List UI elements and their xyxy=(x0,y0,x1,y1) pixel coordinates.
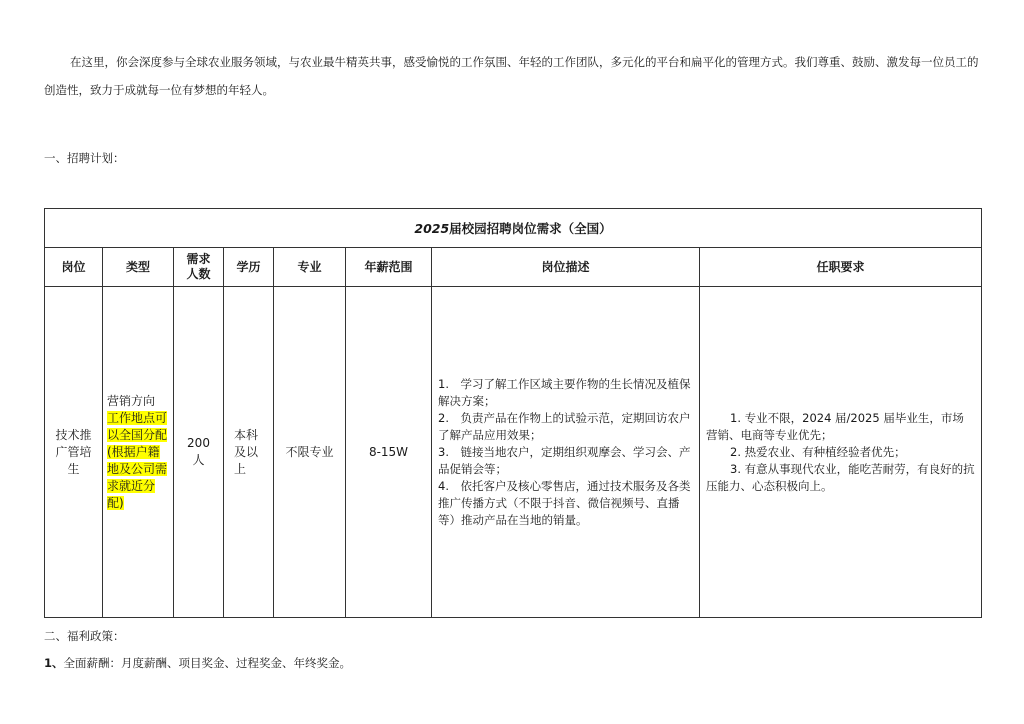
header-salary: 年薪范围 xyxy=(346,248,432,287)
requirement-item: 3. 有意从事现代农业，能吃苦耐劳，有良好的抗压能力、心态积极向上。 xyxy=(706,461,975,493)
description-item: 2. 负责产品在作物上的试验示范，定期回访农户了解产品应用效果； xyxy=(438,410,691,442)
cell-requirements xyxy=(700,287,982,618)
table-title-year: 2025 xyxy=(414,221,450,236)
cell-education: 本科及以上 xyxy=(224,287,274,618)
benefit-item xyxy=(44,655,351,671)
cell-major: 不限专业 xyxy=(274,287,346,618)
type-highlight: 工作地点可以全国分配(根据户籍地及公司需求就近分配) xyxy=(107,410,168,510)
header-type: 类型 xyxy=(103,248,174,287)
cell-count: 200人 xyxy=(174,287,224,618)
cell-description xyxy=(432,287,700,618)
header-major: 专业 xyxy=(274,248,346,287)
header-count-line1: 需求 xyxy=(186,252,211,266)
table-title xyxy=(45,209,982,248)
header-education: 学历 xyxy=(224,248,274,287)
requirement-item: 2. 热爱农业、有种植经验者优先； xyxy=(730,444,906,459)
header-position: 岗位 xyxy=(45,248,103,287)
description-item: 3. 链接当地农户，定期组织观摩会、学习会、产品促销会等； xyxy=(438,444,691,476)
header-requirements: 任职要求 xyxy=(700,248,982,287)
benefit-text: 全面薪酬：月度薪酬、项目奖金、过程奖金、年终奖金。 xyxy=(63,656,352,670)
section-recruitment-plan-heading: 一、招聘计划： xyxy=(44,151,125,165)
cell-salary: 8-15W xyxy=(346,287,432,618)
cell-type xyxy=(103,287,174,618)
benefit-number: 1、 xyxy=(44,656,64,670)
intro-paragraph: 在这里，你会深度参与全球农业服务领域，与农业最牛精英共事，感受愉悦的工作氛围、年轻的工作团队，多元化的平台和扁平化的管理方式。我们尊重、鼓励、激发每一位员工的创造性，致力于成就每一位有梦想的年轻人。 xyxy=(44,55,979,97)
description-item: 1. 学习了解工作区域主要作物的生长情况及植保解决方案； xyxy=(438,376,691,408)
recruitment-table xyxy=(44,208,982,618)
description-item: 4. 依托客户及核心零售店，通过技术服务及各类推广传播方式（不限于抖音、微信视频号、直播等）推动产品在当地的销量。 xyxy=(438,478,691,527)
table-header-row xyxy=(45,248,982,287)
header-count xyxy=(174,248,224,287)
header-count-line2: 人数 xyxy=(186,267,211,281)
header-description: 岗位描述 xyxy=(432,248,700,287)
requirement-item: 1. 专业不限，2024 届/2025 届毕业生，市场营销、电商等专业优先； xyxy=(706,410,964,442)
section-benefits-heading: 二、福利政策： xyxy=(44,629,125,643)
table-row xyxy=(45,287,982,618)
cell-position: 技术推广管培生 xyxy=(45,287,103,618)
type-plain: 营销方向 xyxy=(107,393,156,408)
table-title-text: 届校园招聘岗位需求（全国） xyxy=(449,221,612,236)
